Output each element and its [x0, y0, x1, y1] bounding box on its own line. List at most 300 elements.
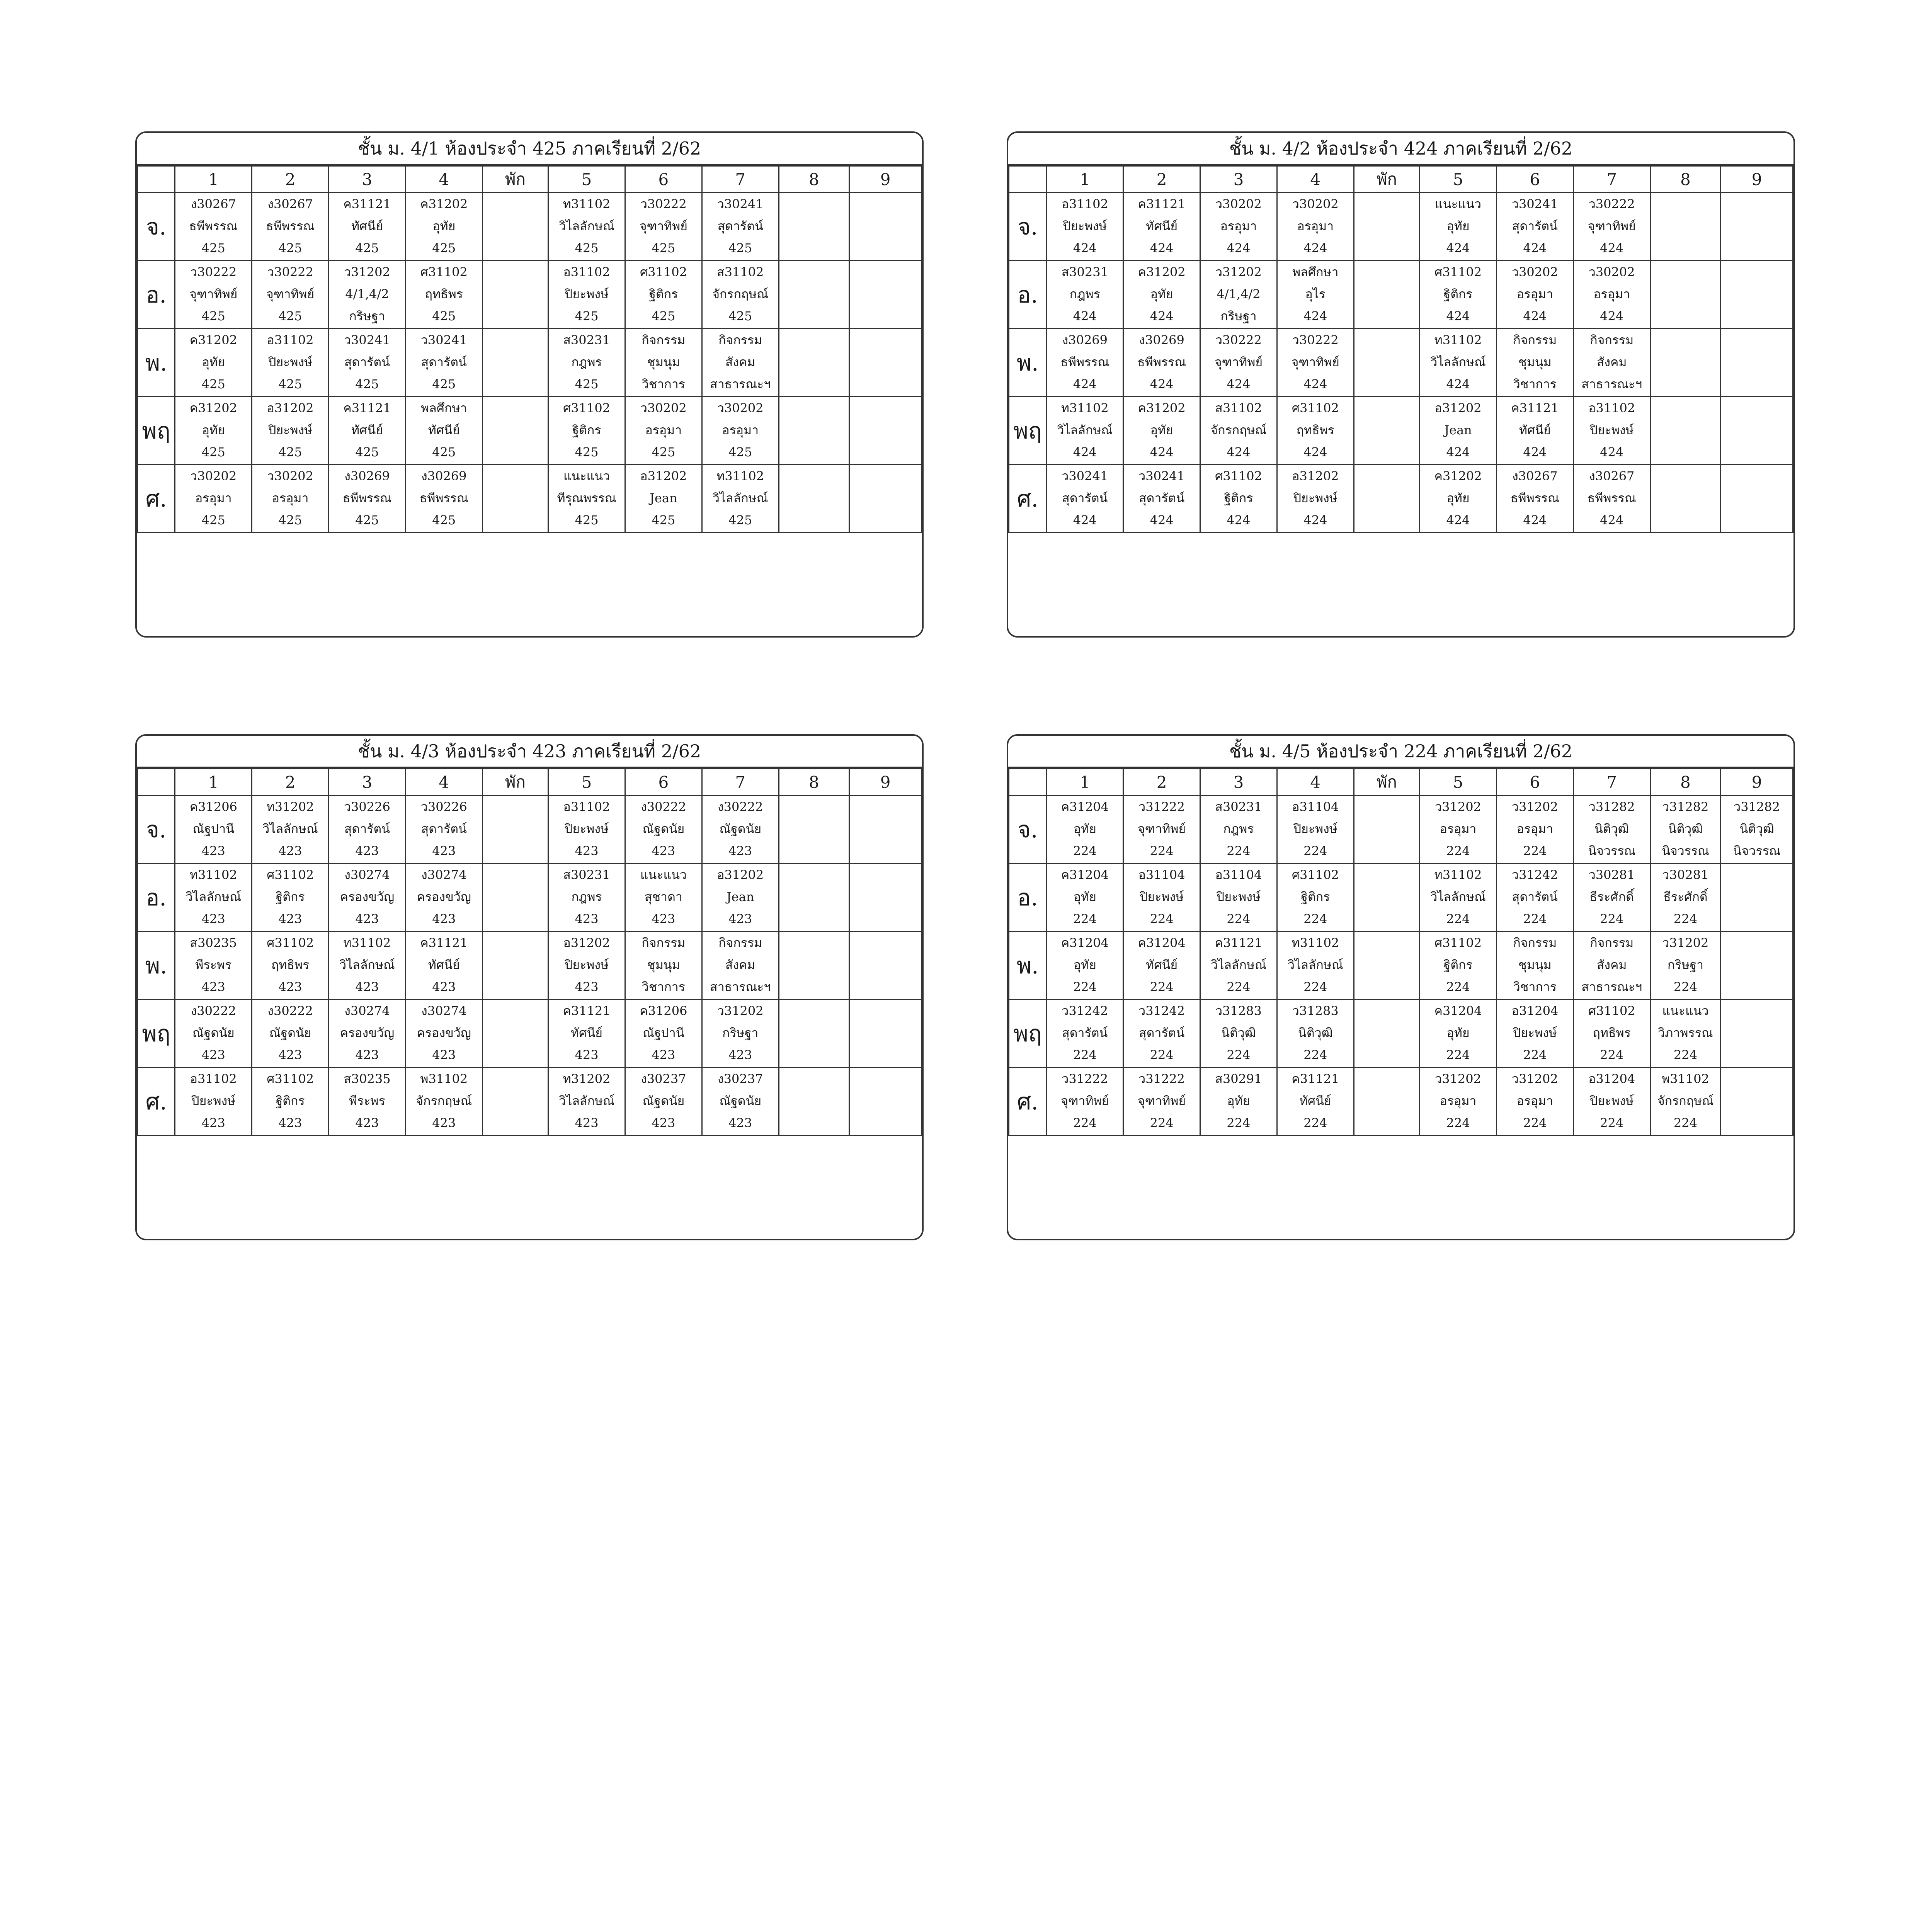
cell-line: อ31104 — [1215, 867, 1262, 882]
period-cell — [779, 1068, 849, 1136]
cell-line: อรอุมา — [1516, 1094, 1554, 1108]
period-cell — [1420, 864, 1497, 932]
timetable — [137, 165, 922, 533]
period-cell — [175, 864, 252, 932]
period-cell — [1277, 864, 1354, 932]
period-header: 7 — [702, 166, 779, 193]
period-cell — [1046, 1068, 1123, 1136]
cell-line: แนะแนว — [1662, 1003, 1709, 1018]
cell-line: ค31202 — [420, 197, 468, 211]
cell-line: ง30237 — [717, 1071, 763, 1086]
corner-cell — [138, 166, 175, 193]
cell-line: ส30291 — [1215, 1071, 1262, 1086]
period-cell — [1496, 1000, 1573, 1068]
period-cell — [1721, 796, 1793, 864]
cell-line: ศ31102 — [1434, 265, 1482, 279]
period-header: 5 — [1420, 166, 1497, 193]
cell-line: ท31202 — [563, 1071, 611, 1086]
cell-line: จักรกฤษณ์ — [416, 1094, 472, 1108]
cell-line: ปิยะพงษ์ — [1063, 219, 1107, 233]
period-cell — [1046, 329, 1123, 397]
cell-line: ง30269 — [344, 469, 390, 483]
period-cell — [702, 261, 779, 329]
period-header: 3 — [1200, 166, 1277, 193]
cell-line: ศ31102 — [420, 265, 468, 279]
cell-line: 425 — [575, 241, 599, 255]
period-header: 8 — [1650, 769, 1721, 796]
cell-line: ค31206 — [189, 799, 237, 814]
cell-line: ว30202 — [640, 401, 687, 415]
cell-line: จักรกฤษณ์ — [712, 287, 769, 301]
period-cell — [779, 329, 849, 397]
cell-line: 423 — [575, 1048, 599, 1062]
period-cell — [548, 329, 625, 397]
cell-line: อุทัย — [1446, 1026, 1470, 1040]
period-cell — [1123, 796, 1200, 864]
cell-line: อ31104 — [1138, 867, 1185, 882]
cell-line: 423 — [575, 980, 599, 994]
cell-line: 424 — [1523, 445, 1547, 459]
cell-line: ส30231 — [1061, 265, 1108, 279]
period-header: 9 — [1721, 769, 1793, 796]
period-cell — [702, 1068, 779, 1136]
cell-line: จักรกฤษณ์ — [1657, 1094, 1714, 1108]
cell-line: 425 — [278, 377, 302, 391]
cell-line: นิติวุฒิ — [1739, 821, 1774, 836]
period-cell — [1573, 1068, 1650, 1136]
period-cell — [702, 1000, 779, 1068]
cell-line: 423 — [201, 1116, 225, 1130]
cell-line: ว30202 — [190, 469, 237, 483]
cell-line: 224 — [1600, 1048, 1624, 1062]
cell-line: 423 — [201, 912, 225, 926]
period-cell — [1123, 329, 1200, 397]
period-cell — [1573, 932, 1650, 1000]
period-cell — [252, 193, 329, 261]
day-label: พ. — [1009, 329, 1046, 397]
cell-line: สังคม — [725, 957, 756, 972]
day-label: พ. — [1009, 932, 1046, 1000]
period-cell — [1573, 193, 1650, 261]
cell-line: 224 — [1446, 1116, 1470, 1130]
day-row — [138, 1068, 922, 1136]
cell-line: ปิยะพงษ์ — [191, 1094, 236, 1108]
period-cell — [849, 864, 922, 932]
period-cell — [252, 329, 329, 397]
cell-line: 424 — [1303, 309, 1327, 323]
period-cell — [1354, 796, 1419, 864]
period-cell — [329, 1000, 406, 1068]
period-cell — [482, 261, 548, 329]
cell-line: กริษฐา — [1220, 309, 1257, 323]
cell-line: จุฑาทิพย์ — [266, 287, 315, 301]
cell-line: วิไลลักษณ์ — [185, 889, 242, 904]
period-header: 7 — [702, 769, 779, 796]
cell-line: 423 — [355, 844, 379, 858]
corner-cell — [1009, 769, 1046, 796]
period-cell — [625, 864, 702, 932]
cell-line: 424 — [1303, 445, 1327, 459]
period-cell — [252, 864, 329, 932]
period-cell — [1650, 261, 1721, 329]
cell-line: จุฑาทิพย์ — [1214, 355, 1263, 369]
period-cell — [1420, 1068, 1497, 1136]
cell-line: ทัศนีย์ — [351, 219, 383, 233]
period-cell — [625, 1068, 702, 1136]
cell-line: สังคม — [725, 355, 756, 369]
cell-line: วิไลลักษณ์ — [1211, 957, 1266, 972]
cell-line: สุดารัตน์ — [1512, 219, 1558, 233]
period-cell — [1573, 796, 1650, 864]
cell-line: 224 — [1523, 912, 1547, 926]
period-header: 7 — [1573, 166, 1650, 193]
day-row — [1009, 1068, 1793, 1136]
cell-line: ว31242 — [1511, 867, 1558, 882]
period-cell — [1573, 1000, 1650, 1068]
period-cell — [702, 796, 779, 864]
cell-line: 224 — [1303, 912, 1327, 926]
cell-line: ฐิติกร — [1443, 287, 1473, 301]
day-label: พฤ — [138, 397, 175, 465]
period-cell — [329, 261, 406, 329]
period-cell — [625, 932, 702, 1000]
cell-line: สุชาดา — [644, 889, 682, 904]
cell-line: ว31283 — [1292, 1003, 1339, 1018]
cell-line: อรอุมา — [1516, 821, 1554, 836]
period-cell — [482, 465, 548, 533]
cell-line: ณัฐดนัย — [642, 1094, 685, 1108]
period-header: 5 — [1420, 769, 1497, 796]
cell-line: 424 — [1150, 445, 1174, 459]
cell-line: ว30226 — [420, 799, 467, 814]
cell-line: ว30202 — [1588, 265, 1635, 279]
cell-line: ค31121 — [343, 401, 391, 415]
cell-line: 224 — [1446, 1048, 1470, 1062]
corner-cell — [138, 769, 175, 796]
cell-line: กฎพร — [1069, 287, 1100, 301]
period-header: 6 — [1496, 166, 1573, 193]
cell-line: ปิยะพงษ์ — [1589, 423, 1634, 437]
day-row — [138, 932, 922, 1000]
period-header: 5 — [548, 166, 625, 193]
period-cell — [1721, 465, 1793, 533]
cell-line: ค31121 — [563, 1003, 611, 1018]
period-cell — [1496, 261, 1573, 329]
period-cell — [1650, 397, 1721, 465]
cell-line: 424 — [1303, 513, 1327, 527]
period-cell — [1354, 261, 1419, 329]
cell-line: ง30274 — [421, 1003, 467, 1018]
period-cell — [329, 864, 406, 932]
cell-line: อุทัย — [1073, 821, 1096, 836]
cell-line: ทัศนีย์ — [571, 1026, 603, 1040]
cell-line: พลศึกษา — [1292, 265, 1339, 279]
cell-line: ว30241 — [344, 333, 390, 347]
period-cell — [625, 796, 702, 864]
cell-line: ปิยะพงษ์ — [268, 355, 313, 369]
period-cell — [482, 796, 548, 864]
cell-line: 4/1,4/2 — [345, 287, 389, 301]
cell-line: 424 — [1446, 513, 1470, 527]
cell-line: ว30222 — [1588, 197, 1635, 211]
cell-line: 424 — [1150, 377, 1174, 391]
cell-line: วิชาการ — [1513, 980, 1557, 994]
cell-line: อ31204 — [1588, 1071, 1635, 1086]
cell-line: ว31282 — [1734, 799, 1780, 814]
period-cell — [849, 796, 922, 864]
cell-line: 424 — [1523, 513, 1547, 527]
period-cell — [1200, 397, 1277, 465]
period-cell — [1277, 329, 1354, 397]
period-cell — [405, 397, 482, 465]
period-cell — [252, 261, 329, 329]
cell-line: อุทัย — [1446, 491, 1470, 505]
cell-line: 425 — [575, 377, 599, 391]
period-cell — [1721, 329, 1793, 397]
cell-line: Jean — [726, 889, 754, 904]
cell-line: ว31202 — [1511, 799, 1558, 814]
day-row — [138, 329, 922, 397]
cell-line: 425 — [201, 513, 225, 527]
period-cell — [1721, 193, 1793, 261]
period-cell — [175, 261, 252, 329]
period-cell — [548, 864, 625, 932]
period-header: 8 — [1650, 166, 1721, 193]
cell-line: วิไลลักษณ์ — [1057, 423, 1113, 437]
cell-line: วิไลลักษณ์ — [1288, 957, 1343, 972]
cell-line: อรอุมา — [1593, 287, 1630, 301]
cell-line: 224 — [1673, 1048, 1697, 1062]
cell-line: 424 — [1227, 241, 1251, 255]
cell-line: 425 — [728, 309, 752, 323]
period-cell — [1420, 932, 1497, 1000]
cell-line: ฤทธิพร — [1296, 423, 1334, 437]
cell-line: ครองขวัญ — [417, 889, 471, 904]
schedule-title: ชั้น ม. 4/1 ห้องประจำ 425 ภาคเรียนที่ 2/62 — [137, 133, 922, 165]
period-cell — [779, 932, 849, 1000]
cell-line: Jean — [650, 491, 677, 505]
period-cell — [1200, 796, 1277, 864]
period-cell — [548, 261, 625, 329]
period-cell — [1046, 261, 1123, 329]
cell-line: กริษฐา — [722, 1026, 759, 1040]
cell-line: ณัฐดนัย — [719, 1094, 762, 1108]
cell-line: 425 — [575, 445, 599, 459]
period-cell — [1721, 864, 1793, 932]
period-cell — [1200, 1068, 1277, 1136]
cell-line: 423 — [201, 844, 225, 858]
cell-line: 424 — [1073, 513, 1097, 527]
period-cell — [1046, 193, 1123, 261]
cell-line: แนะแนว — [563, 469, 610, 483]
period-cell — [1496, 932, 1573, 1000]
cell-line: 224 — [1227, 980, 1251, 994]
cell-line: ว30202 — [1292, 197, 1339, 211]
cell-line: 224 — [1227, 912, 1251, 926]
cell-line: 425 — [432, 377, 456, 391]
period-cell — [1420, 193, 1497, 261]
cell-line: สาธารณะฯ — [710, 980, 771, 994]
cell-line: 423 — [728, 844, 752, 858]
period-cell — [849, 261, 922, 329]
cell-line: อุทัย — [1073, 957, 1096, 972]
cell-line: ศ31102 — [563, 401, 611, 415]
cell-line: 424 — [1600, 241, 1624, 255]
cell-line: 423 — [201, 1048, 225, 1062]
period-cell — [329, 932, 406, 1000]
cell-line: อรอุมา — [1516, 287, 1554, 301]
cell-line: Jean — [1444, 423, 1472, 437]
cell-line: ฤทธิพร — [1593, 1026, 1631, 1040]
cell-line: ธพีพรรณ — [1060, 355, 1109, 369]
period-cell — [175, 329, 252, 397]
cell-line: 423 — [278, 912, 302, 926]
cell-line: 425 — [652, 309, 676, 323]
period-cell — [1420, 261, 1497, 329]
period-header: 8 — [779, 166, 849, 193]
cell-line: ท31102 — [716, 469, 764, 483]
cell-line: ณัฐดนัย — [192, 1026, 235, 1040]
cell-line: ส30235 — [344, 1071, 391, 1086]
cell-line: ง30269 — [1062, 333, 1108, 347]
period-cell — [482, 932, 548, 1000]
cell-line: 224 — [1600, 912, 1624, 926]
cell-line: ท31102 — [1434, 867, 1482, 882]
cell-line: ทัศนีย์ — [1299, 1094, 1331, 1108]
period-cell — [779, 796, 849, 864]
period-cell — [252, 1000, 329, 1068]
cell-line: ฐิติกร — [572, 423, 601, 437]
period-cell — [1354, 465, 1419, 533]
cell-line: ปิยะพงษ์ — [565, 287, 609, 301]
period-cell — [1420, 1000, 1497, 1068]
period-cell — [329, 796, 406, 864]
cell-line: พ31102 — [1661, 1071, 1709, 1086]
cell-line: ค31121 — [1511, 401, 1559, 415]
period-cell — [779, 864, 849, 932]
cell-line: กริษฐา — [349, 309, 385, 323]
cell-line: สาธารณะฯ — [1581, 377, 1642, 391]
cell-line: อ31202 — [267, 401, 314, 415]
cell-line: จักรกฤษณ์ — [1210, 423, 1267, 437]
cell-line: อ31204 — [1511, 1003, 1559, 1018]
period-header: พัก — [1354, 166, 1419, 193]
cell-line: 423 — [432, 912, 456, 926]
cell-line: ค31204 — [1061, 935, 1109, 950]
cell-line: วิไลลักษณ์ — [339, 957, 395, 972]
cell-line: ว30202 — [1511, 265, 1558, 279]
cell-line: ว30222 — [1215, 333, 1262, 347]
period-cell — [625, 465, 702, 533]
cell-line: ส30231 — [1215, 799, 1262, 814]
cell-line: ท31102 — [563, 197, 611, 211]
cell-line: ธพีพรรณ — [266, 219, 315, 233]
cell-line: 425 — [355, 241, 379, 255]
period-cell — [1123, 864, 1200, 932]
period-cell — [1420, 329, 1497, 397]
cell-line: ค31202 — [1138, 401, 1186, 415]
cell-line: 423 — [432, 844, 456, 858]
cell-line: 224 — [1673, 912, 1697, 926]
cell-line: 423 — [201, 980, 225, 994]
period-header: พัก — [1354, 769, 1419, 796]
cell-line: 224 — [1303, 844, 1327, 858]
period-header: พัก — [482, 769, 548, 796]
cell-line: จุฑาทิพย์ — [1291, 355, 1339, 369]
period-cell — [1650, 796, 1721, 864]
period-cell — [1200, 932, 1277, 1000]
cell-line: แนะแนว — [1434, 197, 1482, 211]
period-cell — [1354, 193, 1419, 261]
cell-line: 423 — [355, 1116, 379, 1130]
cell-line: วิไลลักษณ์ — [559, 1094, 614, 1108]
cell-line: ค31121 — [1138, 197, 1186, 211]
day-row — [138, 397, 922, 465]
cell-line: 224 — [1227, 1048, 1251, 1062]
period-cell — [1496, 465, 1573, 533]
cell-line: ว31242 — [1138, 1003, 1185, 1018]
period-cell — [1200, 864, 1277, 932]
day-label: อ. — [138, 864, 175, 932]
period-cell — [175, 397, 252, 465]
cell-line: กิจกรรม — [1513, 333, 1557, 347]
period-cell — [1420, 465, 1497, 533]
period-cell — [1123, 465, 1200, 533]
cell-line: พลศึกษา — [421, 401, 467, 415]
cell-line: ฐิติกร — [276, 889, 305, 904]
cell-line: ว30241 — [420, 333, 467, 347]
period-header: 4 — [405, 769, 482, 796]
period-cell — [702, 329, 779, 397]
period-cell — [548, 465, 625, 533]
cell-line: อรอุมา — [1297, 219, 1334, 233]
cell-line: ง30222 — [191, 1003, 237, 1018]
cell-line: ครองขวัญ — [417, 1026, 471, 1040]
cell-line: อ31102 — [267, 333, 314, 347]
cell-line: ธพีพรรณ — [1510, 491, 1559, 505]
period-header: 2 — [252, 166, 329, 193]
period-cell — [702, 465, 779, 533]
cell-line: 423 — [355, 1048, 379, 1062]
cell-line: ค31121 — [1292, 1071, 1339, 1086]
cell-line: 425 — [652, 445, 676, 459]
cell-line: 424 — [1073, 377, 1097, 391]
cell-line: 423 — [652, 1048, 676, 1062]
cell-line: อ31102 — [563, 799, 610, 814]
cell-line: สาธารณะฯ — [710, 377, 771, 391]
period-cell — [252, 1068, 329, 1136]
cell-line: 224 — [1303, 1048, 1327, 1062]
cell-line: ส30231 — [563, 333, 610, 347]
cell-line: ฐิติกร — [1224, 491, 1253, 505]
period-cell — [482, 329, 548, 397]
cell-line: ว30222 — [1292, 333, 1339, 347]
cell-line: ว30202 — [1215, 197, 1262, 211]
cell-line: ศ31102 — [267, 935, 314, 950]
cell-line: 423 — [728, 1116, 752, 1130]
cell-line: ง30267 — [1512, 469, 1558, 483]
day-row — [1009, 397, 1793, 465]
period-cell — [548, 1068, 625, 1136]
cell-line: ค31202 — [1138, 265, 1186, 279]
schedule-title: ชั้น ม. 4/2 ห้องประจำ 424 ภาคเรียนที่ 2/62 — [1008, 133, 1793, 165]
cell-line: 224 — [1073, 1116, 1097, 1130]
cell-line: สุดารัตน์ — [421, 821, 467, 836]
cell-line: ณัฐดนัย — [642, 821, 685, 836]
cell-line: ท31102 — [343, 935, 391, 950]
cell-line: อ31202 — [563, 935, 610, 950]
day-label: จ. — [138, 193, 175, 261]
